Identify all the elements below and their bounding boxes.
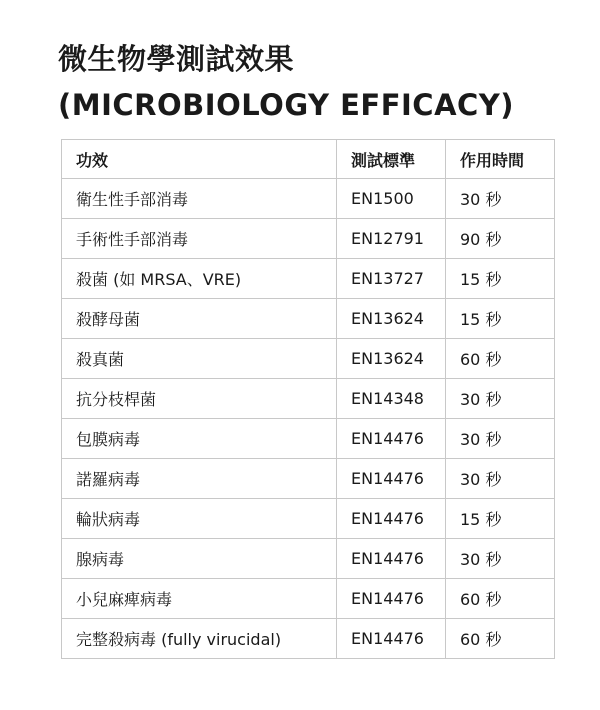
cell-efficacy: 包膜病毒 — [62, 419, 337, 459]
title-english: (MICROBIOLOGY EFFICACY) — [58, 88, 515, 122]
cell-efficacy: 殺酵母菌 — [62, 299, 337, 339]
cell-standard: EN14476 — [337, 459, 446, 499]
cell-standard: EN1500 — [337, 179, 446, 219]
cell-time: 30 秒 — [446, 419, 555, 459]
cell-efficacy: 手術性手部消毒 — [62, 219, 337, 259]
table-row — [62, 219, 555, 259]
cell-efficacy: 殺真菌 — [62, 339, 337, 379]
cell-time: 30 秒 — [446, 539, 555, 579]
cell-efficacy: 諾羅病毒 — [62, 459, 337, 499]
cell-time: 90 秒 — [446, 219, 555, 259]
cell-time: 60 秒 — [446, 579, 555, 619]
header-efficacy: 功效 — [62, 140, 337, 179]
cell-standard: EN12791 — [337, 219, 446, 259]
header-contact-time: 作用時間 — [446, 140, 555, 179]
cell-standard: EN14476 — [337, 619, 446, 659]
cell-time: 60 秒 — [446, 619, 555, 659]
table-header — [62, 140, 555, 179]
cell-efficacy: 輪狀病毒 — [62, 499, 337, 539]
title-chinese: 微生物學測試效果 — [58, 42, 295, 76]
cell-efficacy: 小兒麻痺病毒 — [62, 579, 337, 619]
cell-efficacy: 抗分枝桿菌 — [62, 379, 337, 419]
cell-standard: EN14348 — [337, 379, 446, 419]
table-row — [62, 379, 555, 419]
cell-time: 15 秒 — [446, 259, 555, 299]
cell-standard: EN14476 — [337, 539, 446, 579]
cell-time: 15 秒 — [446, 499, 555, 539]
table-row — [62, 539, 555, 579]
table-row — [62, 339, 555, 379]
cell-standard: EN13727 — [337, 259, 446, 299]
efficacy-table — [61, 139, 555, 659]
cell-efficacy: 衛生性手部消毒 — [62, 179, 337, 219]
table-row — [62, 499, 555, 539]
table-row — [62, 419, 555, 459]
cell-time: 30 秒 — [446, 459, 555, 499]
table-row — [62, 619, 555, 659]
table-row — [62, 259, 555, 299]
header-row — [62, 140, 555, 179]
cell-efficacy: 殺菌 (如 MRSA、VRE) — [62, 259, 337, 299]
cell-standard: EN14476 — [337, 419, 446, 459]
header-test-standard: 測試標準 — [337, 140, 446, 179]
cell-efficacy: 腺病毒 — [62, 539, 337, 579]
page-title — [58, 36, 578, 128]
table-row — [62, 179, 555, 219]
table-body — [62, 179, 555, 659]
cell-time: 30 秒 — [446, 179, 555, 219]
cell-time: 30 秒 — [446, 379, 555, 419]
cell-standard: EN14476 — [337, 499, 446, 539]
cell-standard: EN13624 — [337, 339, 446, 379]
cell-efficacy: 完整殺病毒 (fully virucidal) — [62, 619, 337, 659]
table-row — [62, 299, 555, 339]
cell-time: 60 秒 — [446, 339, 555, 379]
cell-standard: EN13624 — [337, 299, 446, 339]
cell-time: 15 秒 — [446, 299, 555, 339]
cell-standard: EN14476 — [337, 579, 446, 619]
table-row — [62, 579, 555, 619]
table-row — [62, 459, 555, 499]
